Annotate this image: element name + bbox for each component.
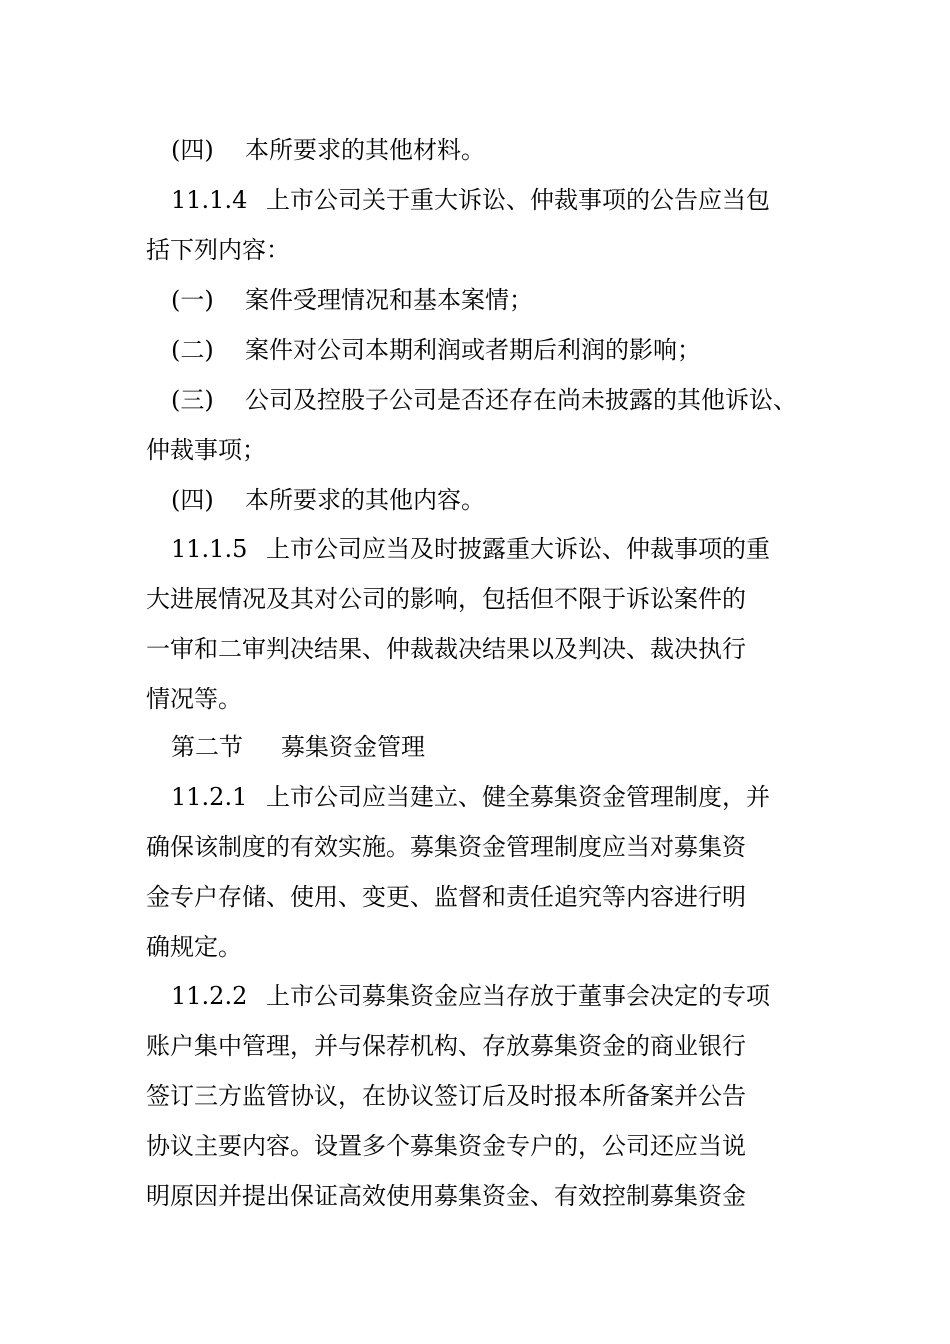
item-number: (三): [171, 386, 214, 414]
item-number: (一): [171, 286, 214, 314]
article-number: 11.1.5: [171, 535, 248, 563]
item-number: (二): [171, 336, 214, 364]
article-paragraph: [171, 971, 770, 1021]
article-text-continued: 一审和二审判决结果、仲裁裁决结果以及判决、裁决执行: [146, 635, 746, 663]
article-text-continued: 协议主要内容。设置多个募集资金专户的，公司还应当说: [146, 1132, 746, 1160]
article-text-continued: 情况等。: [146, 685, 242, 713]
article-number: 11.2.2: [171, 982, 248, 1010]
list-item: [171, 375, 797, 425]
article-text-continued: 大进展情况及其对公司的影响，包括但不限于诉讼案件的: [146, 585, 746, 613]
item-number: (四): [171, 486, 214, 514]
list-item: [171, 275, 533, 325]
list-item: [171, 475, 485, 525]
item-text: 本所要求的其他内容。: [245, 486, 485, 514]
article-text: 上市公司募集资金应当存放于董事会决定的专项: [266, 982, 770, 1010]
article-text-continued: 账户集中管理，并与保荐机构、存放募集资金的商业银行: [146, 1032, 746, 1060]
article-text-continued: 明原因并提出保证高效使用募集资金、有效控制募集资金: [146, 1182, 746, 1210]
article-text: 上市公司关于重大诉讼、仲裁事项的公告应当包: [266, 186, 770, 214]
section-title: 募集资金管理: [281, 733, 425, 761]
article-text-continued: 括下列内容：: [146, 236, 290, 264]
article-text: 上市公司应当及时披露重大诉讼、仲裁事项的重: [266, 535, 770, 563]
section-heading: [171, 722, 425, 772]
article-text-continued: 金专户存储、使用、变更、监督和责任追究等内容进行明: [146, 883, 746, 911]
article-number: 11.2.1: [171, 783, 248, 811]
article-text-continued: 确保该制度的有效实施。募集资金管理制度应当对募集资: [146, 833, 746, 861]
article-text-continued: 签订三方监管协议，在协议签订后及时报本所备案并公告: [146, 1082, 746, 1110]
article-text: 上市公司应当建立、健全募集资金管理制度，并: [266, 783, 770, 811]
section-number: 第二节: [171, 733, 243, 761]
item-text: 案件对公司本期利润或者期后利润的影响；: [245, 336, 701, 364]
article-text-continued: 确规定。: [146, 933, 242, 961]
article-paragraph: [171, 175, 770, 225]
list-item: [171, 125, 485, 175]
article-number: 11.1.4: [171, 186, 248, 214]
article-paragraph: [171, 772, 770, 822]
article-paragraph: [171, 524, 770, 574]
list-item: [171, 325, 701, 375]
item-text: 本所要求的其他材料。: [245, 136, 485, 164]
item-text-continued: 仲裁事项；: [146, 436, 266, 464]
item-number: (四): [171, 136, 214, 164]
item-text: 公司及控股子公司是否还存在尚未披露的其他诉讼、: [245, 386, 797, 414]
item-text: 案件受理情况和基本案情；: [245, 286, 533, 314]
